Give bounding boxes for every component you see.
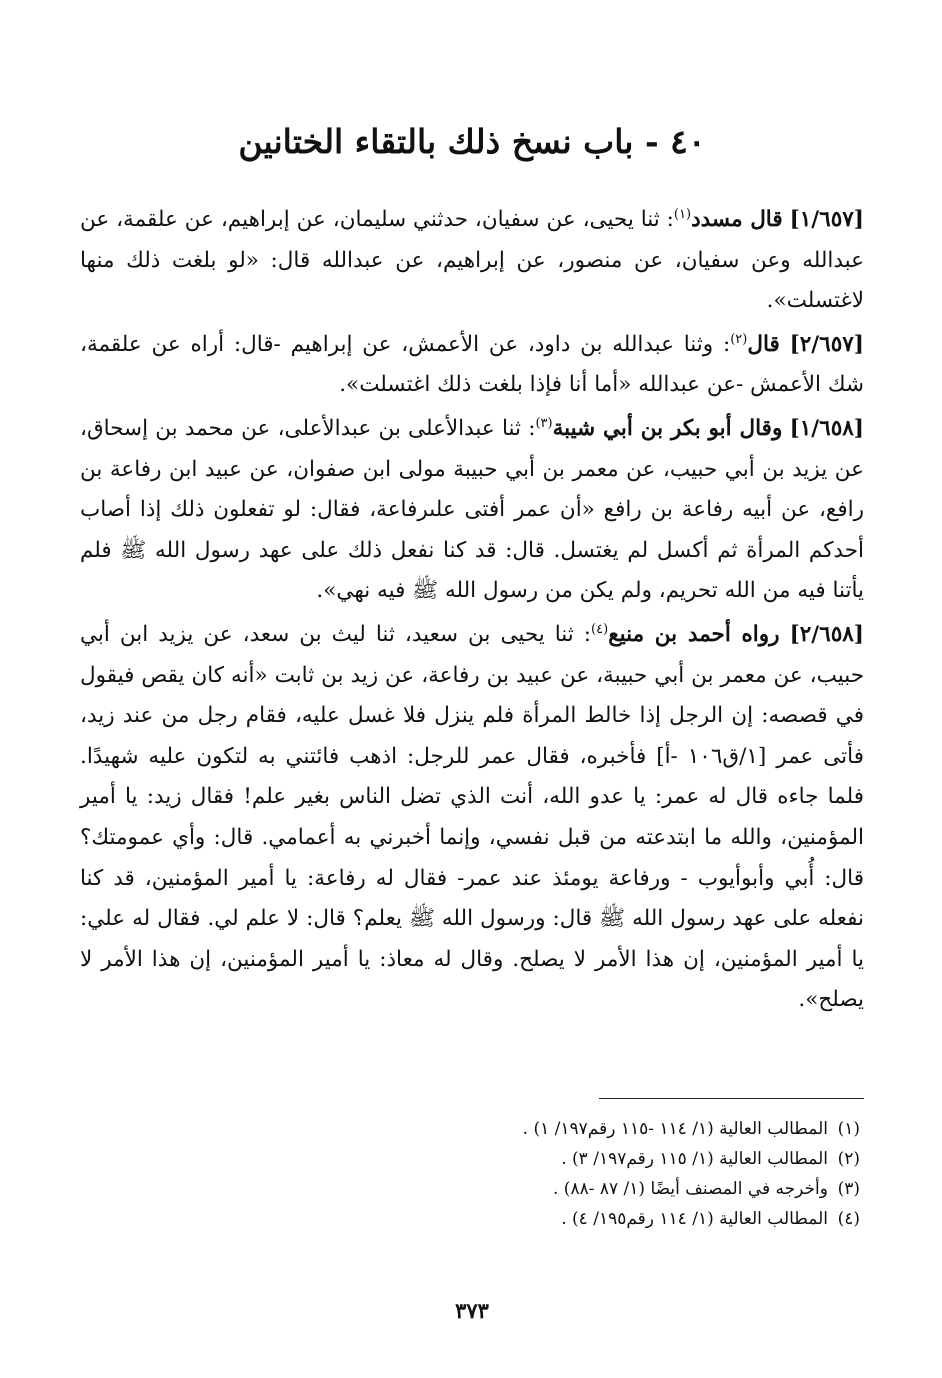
hadith-reference: [١/٦٥٧] [789, 207, 864, 232]
book-page [80, 0, 864, 1378]
hadith-text: : وثنا عبدالله بن داود، عن الأعمش، عن إبراهيم -قال: أراه عن علقمة، شك الأعمش -عن عبدالله «أما أنا فإذا بلغت ذلك اغتسلت». [80, 331, 864, 398]
footnote-item [80, 1144, 864, 1174]
narrator-intro: وقال أبو بكر بن أبي شيبة [552, 415, 783, 441]
footnotes-list [80, 1114, 864, 1234]
hadith-paragraph [80, 200, 864, 322]
hadith-text: : ثنا عبدالأعلى بن عبدالأعلى، عن محمد بن إسحاق، عن يزيد بن أبي حبيب، عن معمر بن أبي حبيبة مولى ابن صفوان، عن عبيد ابن رفاعة بن رافع، عن أبيه رفاعة بن رافع «أن عمر أفتى علىرفاعة، فقال: لو تفعلون ذلك إذا أصاب أحدكم المرأة ثم أكسل لم يغتسل. قال: قد كنا نفعل ذلك على عهد رسول الله ﷺ فلم يأتنا فيه من الله تحريم، ولم يكن من رسول الله ﷺ فيه نهي». [80, 415, 864, 604]
hadith-reference: [٢/٦٥٨] [789, 621, 864, 647]
footnote-text: المطالب العالية (١/ ١١٤ -١١٥ رقم١٩٧/ ١) . [522, 1119, 828, 1139]
footnote-item [80, 1174, 864, 1204]
hadith-paragraph [80, 409, 864, 612]
footnote-item [80, 1204, 864, 1234]
hadith-reference: [٢/٦٥٧] [789, 331, 864, 357]
footnote-marker: (٣) [535, 415, 553, 431]
footnote-text: المطالب العالية (١/ ١١٤ رقم١٩٥/ ٤) . [561, 1209, 828, 1229]
page-number: ٣٧٣ [455, 1298, 489, 1323]
footnote-marker: (١) [673, 206, 692, 222]
hadith-paragraph [80, 325, 864, 406]
footnote-text: المطالب العالية (١/ ١١٥ رقم١٩٧/ ٣) . [561, 1149, 828, 1169]
footnote-divider [599, 1098, 864, 1099]
footnote-number: (٣) [837, 1179, 860, 1199]
hadith-reference: [١/٦٥٨] [789, 415, 864, 441]
hadith-text: : ثنا يحيى، عن سفيان، حدثني سليمان، عن إبراهيم، عن علقمة، عن عبدالله وعن سفيان، عن منصور، عن إبراهيم، عن عبدالله قال: «لو بلغت ذلك منها لاغتسلت». [80, 207, 864, 314]
footnote-number: (٢) [837, 1149, 860, 1169]
hadith-text: : ثنا يحيى بن سعيد، ثنا ليث بن سعد، عن يزيد ابن أبي حبيب، عن معمر بن أبي حبيبة، عن عبيد بن رفاعة، عن زيد بن ثابت «أنه كان يقص فيقول في قصصه: إن الرجل إذا خالط المرأة فلم ينزل فلا غسل عليه، فقام رجل من عند زيد، فأتى عمر [١/ق١٠٦ -أ] فأخبره، فقال عمر للرجل: اذهب فائتني به لتكون عليه شهيدًا. فلما جاءه قال له عمر: يا عدو الله، أنت الذي تضل الناس بغير علم! فقال زيد: يا أمير المؤمنين، والله ما ابتدعته من قبل نفسي، وإنما أخبرني به أعمامي. قال: وأي عمومتك؟ قال: أُبي وأبوأيوب - ورفاعة يومئذ عند عمر- فقال له رفاعة: يا أمير المؤمنين، قد كنا نفعله على عهد رسول الله ﷺ قال: ورسول الله ﷺ يعلم؟ قال: لا علم لي. فقال له علي: يا أمير المؤمنين، إن هذا الأمر لا يصلح. وقال له معاذ: يا أمير المؤمنين، إن هذا الأمر لا يصلح». [80, 621, 864, 1013]
footnote-number: (٤) [837, 1209, 860, 1229]
footnote-text: وأخرجه في المصنف أيضًا (١/ ٨٧ -٨٨) . [553, 1179, 828, 1199]
narrator-intro: رواه أحمد بن منيع [608, 621, 780, 647]
body-text [80, 200, 864, 1024]
hadith-paragraph [80, 615, 864, 1021]
footnote-number: (١) [837, 1119, 860, 1139]
chapter-title: ٤٠ - باب نسخ ذلك بالتقاء الختانين [238, 122, 706, 161]
footnote-item [80, 1114, 864, 1144]
narrator-intro: قال مسدد [691, 207, 783, 232]
footnote-marker: (٢) [730, 331, 748, 347]
footnote-marker: (٤) [591, 621, 609, 637]
narrator-intro: قال [747, 331, 780, 357]
